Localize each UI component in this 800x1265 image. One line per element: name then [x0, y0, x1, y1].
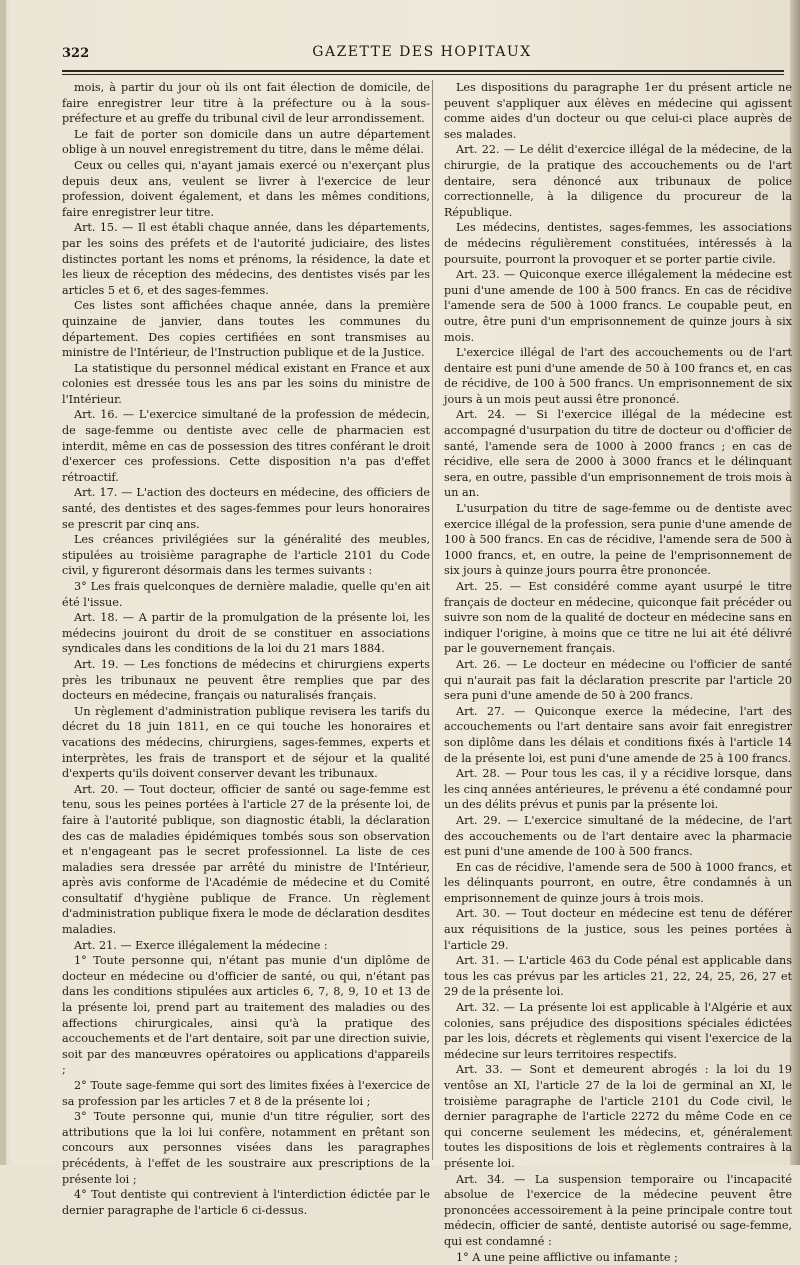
paragraph: 3° Toute personne qui, munie d'un titre régulier, sort des attributions que la loi lui confère, notamment en prêtant son concours aux personnes visées dans les paragraphes précédents, à l'effet de les soustraire aux prescriptions de la présente loi ; — [62, 1110, 430, 1186]
article-23: Art. 23. — Quiconque exerce illégalement la médecine est puni d'une amende de 100 à 500 francs. En cas de récidive l'amende sera de 500 à 1000 francs. Le coupable peut, en outre, être puni d'un emprisonnement de quinze jours à six mois. — [444, 268, 792, 344]
article-31: Art. 31. — L'article 463 du Code pénal est applicable dans tous les cas prévus par les articles 21, 22, 24, 25, 26, 27 et 29 de la présente loi. — [444, 954, 792, 999]
article-30: Art. 30. — Tout docteur en médecine est tenu de déférer aux réquisitions de la justice, sous les peines portées à l'article 29. — [444, 907, 792, 952]
article-24: Art. 24. — Si l'exercice illégal de la médecine est accompagné d'usurpation du titre de docteur ou d'officier de santé, l'amende sera de 1000 à 2000 francs ; en cas de récidive, elle sera de 2000 à 3000 francs et le délinquant sera, en outre, passible d'un emprisonnement de trois mois à un an. — [444, 408, 792, 500]
article-25: Art. 25. — Est considéré comme ayant usurpé le titre français de docteur en médecine, quiconque fait précéder ou suivre son nom de la qualité de docteur en médecine sans en indiquer l'origine, à moins que ce titre ne lui ait été délivré par le gouvernement français. — [444, 580, 792, 656]
article-28: Art. 28. — Pour tous les cas, il y a récidive lorsque, dans les cinq années antérieures, le prévenu a été condamné pour un des délits prévus et punis par la présente loi. — [444, 767, 792, 812]
header-rule-thin — [62, 74, 784, 75]
paragraph: 3° Les frais quelconques de dernière maladie, quelle qu'en ait été l'issue. — [62, 580, 430, 609]
paragraph: 4° Tout dentiste qui contrevient à l'interdiction édictée par le dernier paragraphe de l'article 6 ci-dessus. — [62, 1188, 430, 1217]
article-26: Art. 26. — Le docteur en médecine ou l'officier de santé qui n'aurait pas fait la déclaration prescrite par l'article 20 sera puni d'une amende de 50 à 200 francs. — [444, 657, 792, 703]
article-27: Art. 27. — Quiconque exerce la médecine, l'art des accouchements ou l'art dentaire sans avoir fait enregistrer son diplôme dans les délais et conditions fixés à l'article 14 de la présente loi, est puni d'une amende de 25 à 100 francs. — [444, 704, 792, 765]
page-header — [62, 40, 782, 64]
article-19: Art. 19. — Les fonctions de médecins et chirurgiens experts près les tribunaux ne peuvent être remplies que par des docteurs en médecine, français ou naturalisés français. — [62, 657, 430, 703]
paragraph: L'exercice illégal de l'art des accouchements ou de l'art dentaire est puni d'une amende de 50 à 100 francs et, en cas de récidive, de 100 à 500 francs. Un emprisonnement de six jours à un mois peut aussi être prononcé. — [444, 346, 792, 406]
paragraph: Les médecins, dentistes, sages-femmes, les associations de médecins régulièrement constituées, intéressés à la poursuite, pourront la provoquer et se porter partie civile. — [444, 221, 792, 266]
paragraph: Ceux ou celles qui, n'ayant jamais exercé ou n'exerçant plus depuis deux ans, veulent se livrer à l'exercice de leur profession, doivent également, et dans les mêmes conditions, faire enregistrer leur titre. — [62, 158, 430, 219]
paragraph: 1° A une peine afflictive ou infamante ; — [456, 1250, 678, 1264]
right-column — [444, 80, 792, 1265]
paragraph: 2° Toute sage-femme qui sort des limites fixées à l'exercice de sa profession par les articles 7 et 8 de la présente loi ; — [62, 1079, 430, 1108]
paragraph: En cas de récidive, l'amende sera de 500 à 1000 francs, et les délinquants pourront, en outre, être condamnés à un emprisonnement de quinze jours à trois mois. — [444, 860, 792, 905]
paragraph: Les dispositions du paragraphe 1er du présent article ne peuvent s'appliquer aux élèves en médecine qui agissent comme aides d'un docteur ou que celui-ci place auprès de ses malades. — [444, 81, 792, 141]
paragraph: L'usurpation du titre de sage-femme ou de dentiste avec exercice illégal de la profession, sera punie d'une amende de 100 à 500 francs. En cas de récidive, l'amende sera de 500 à 1000 francs, et, en outre, la peine de l'emprisonnement de six jours à quinze jours pourra être prononcée. — [444, 502, 792, 578]
article-15: Art. 15. — Il est établi chaque année, dans les départements, par les soins des préfets et de l'autorité judiciaire, des listes distinctes portant les noms et prénoms, la résidence, la date et les lieux de réception des médecins, des dentistes visés par les articles 5 et 6, et des sages-femmes. — [62, 221, 430, 297]
article-17: Art. 17. — L'action des docteurs en médecine, des officiers de santé, des dentistes et des sages-femmes pour leurs honoraires se prescrit par cinq ans. — [62, 486, 430, 531]
paragraph: mois, à partir du jour où ils ont fait élection de domicile, de faire enregistrer leur titre à la préfecture ou à la sous-préfecture et au greffe du tribunal civil de leur arrondissement. — [62, 81, 430, 126]
paragraph: Ces listes sont affichées chaque année, dans la première quinzaine de janvier, dans toutes les communes du département. Des copies certifiées en sont transmises au ministre de l'Intérieur, de l'Instruction publique et de la Justice. — [62, 299, 430, 360]
article-21: Art. 21. — Exerce illégalement la médecine : — [74, 938, 328, 952]
paragraph: La statistique du personnel médical existant en France et aux colonies est dressée tous les ans par les soins du ministre de l'Intérieur. — [62, 361, 430, 406]
article-32: Art. 32. — La présente loi est applicable à l'Algérie et aux colonies, sans préjudice des dispositions spéciales édictées par les lois, décrets et règlements qui visent l'exercice de la médecine sur leurs territoires respectifs. — [444, 1001, 792, 1061]
article-18: Art. 18. — A partir de la promulgation de la présente loi, les médecins jouiront du droit de se constituer en associations syndicales dans les conditions de la loi du 21 mars 1884. — [62, 611, 430, 656]
paragraph: Les créances privilégiées sur la généralité des meubles, stipulées au troisième paragraphe de l'article 2101 du Code civil, y figureront désormais dans les termes suivants : — [62, 533, 430, 578]
left-column — [62, 80, 430, 1218]
paragraph: Le fait de porter son domicile dans un autre département oblige à un nouvel enregistrement du titre, dans le même délai. — [62, 127, 430, 157]
journal-title: GAZETTE DES HOPITAUX — [312, 44, 532, 60]
header-rule — [62, 70, 784, 72]
article-33: Art. 33. — Sont et demeurent abrogés : la loi du 19 ventôse an XI, l'article 27 de la loi de germinal an XI, le troisième paragraphe de l'article 2101 du Code civil, le dernier paragraphe de l'article 2272 du même Code en ce qui concerne seulement les médecins, et, généralement toutes les dispositions de lois et règlements contraires à la présente loi. — [444, 1063, 792, 1170]
article-29: Art. 29. — L'exercice simultané de la médecine, de l'art des accouchements ou de l'art dentaire avec la pharmacie est puni d'une amende de 100 à 500 francs. — [444, 813, 792, 859]
article-22: Art. 22. — Le délit d'exercice illégal de la médecine, de la chirurgie, de la pratique des accouchements ou de l'art dentaire, sera dénoncé aux tribunaux de police correctionnelle, à la diligence du procureur de la République. — [444, 143, 792, 219]
article-34: Art. 34. — La suspension temporaire ou l'incapacité absolue de l'exercice de la médecine peuvent être prononcées accessoirement à la peine principale contre tout médecin, officier de santé, dentiste autorisé ou sage-femme, qui est condamné : — [444, 1172, 792, 1248]
column-divider — [432, 80, 433, 1160]
article-20: Art. 20. — Tout docteur, officier de santé ou sage-femme est tenu, sous les peines portées à l'article 27 de la présente loi, de faire à l'autorité publique, son diagnostic établi, la déclaration des cas de maladies épidémiques tombés sous son observation et n'engageant pas le secret professionnel. La liste de ces maladies sera dressée par arrêté du ministre de l'Intérieur, après avis conforme de l'Académie de médecine et du Comité consultatif d'hygiène publique de France. Un règlement d'administration publique fixera le mode de déclaration desdites maladies. — [62, 782, 430, 937]
article-16: Art. 16. — L'exercice simultané de la profession de médecin, de sage-femme ou dentiste avec celle de pharmacien est interdit, même en cas de possession des titres conférant le droit d'exercer ces professions. Cette disposition n'a pas d'effet rétroactif. — [62, 408, 430, 484]
paragraph: Un règlement d'administration publique revisera les tarifs du décret du 18 juin 1811, en ce qui touche les honoraires et vacations des médecins, chirurgiens, sages-femmes, experts et interprètes, les frais de transport et de séjour et la qualité d'experts qu'ils doivent conserver devant les tribunaux. — [62, 704, 430, 781]
page-number: 322 — [62, 46, 90, 61]
paragraph: 1° Toute personne qui, n'étant pas munie d'un diplôme de docteur en médecine ou d'officier de santé, ou qui, n'étant pas dans les conditions stipulées aux articles 6, 7, 8, 9, 10 et 13 de la présente loi, prend part au traitement des maladies ou des affections chirurgicales, ainsi qu'à la pratique des accouchements et de l'art dentaire, soit par une direction suivie, soit par des manœuvres opératoires ou applications d'appareils ; — [62, 954, 430, 1077]
page-left-edge — [0, 0, 6, 1165]
